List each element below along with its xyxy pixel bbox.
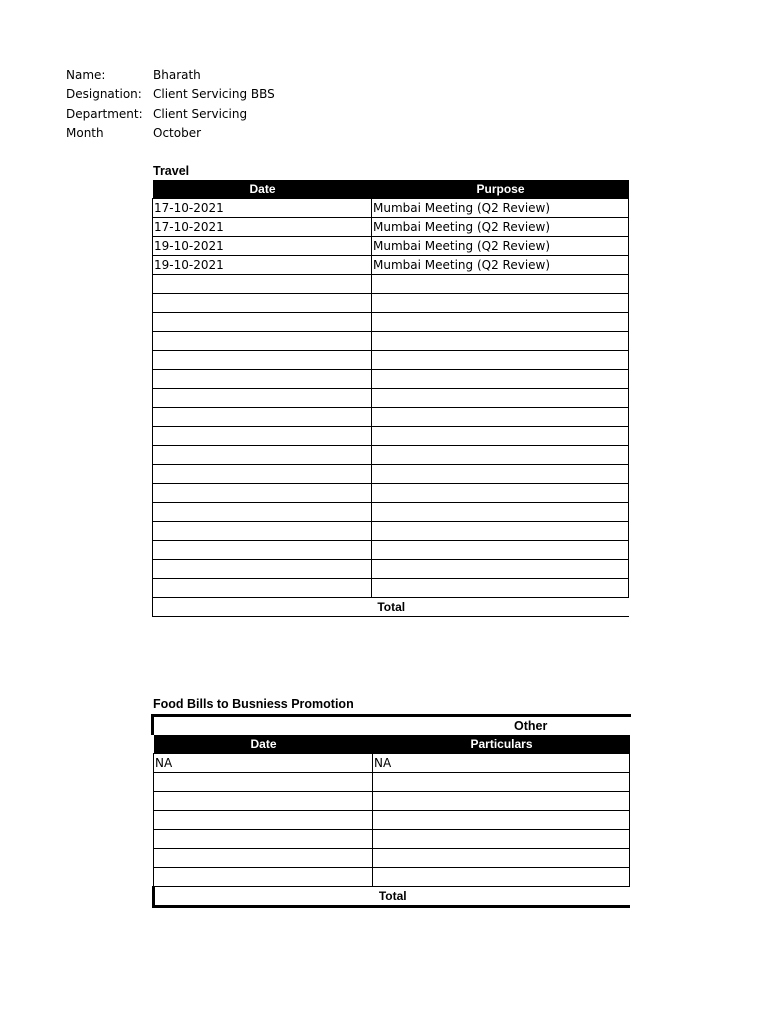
table-row xyxy=(153,275,629,294)
cell-date xyxy=(153,370,372,389)
cell-particulars xyxy=(373,868,630,887)
table-row xyxy=(153,313,629,332)
cell-purpose xyxy=(372,541,629,560)
info-value: October xyxy=(153,125,202,140)
table-row xyxy=(153,503,629,522)
cell-purpose xyxy=(372,275,629,294)
cell-date xyxy=(153,313,372,332)
travel-header-row xyxy=(153,180,629,199)
cell-date xyxy=(153,484,372,503)
cell-date xyxy=(153,541,372,560)
table-row xyxy=(153,294,629,313)
cell-purpose xyxy=(372,408,629,427)
table-row xyxy=(153,218,629,237)
info-value: Bharath xyxy=(153,68,201,82)
table-row xyxy=(153,389,629,408)
cell-particulars xyxy=(373,830,630,849)
cell-date xyxy=(153,332,372,351)
cell-date xyxy=(154,773,373,792)
table-row xyxy=(153,256,629,275)
food-table-container xyxy=(151,714,631,735)
table-row xyxy=(153,446,629,465)
food-table xyxy=(152,735,630,908)
total-label: Total xyxy=(153,598,629,617)
group-header-other: Other xyxy=(514,719,548,733)
column-header-purpose: Purpose xyxy=(372,180,629,199)
cell-date xyxy=(153,275,372,294)
cell-purpose: Mumbai Meeting (Q2 Review) xyxy=(372,237,629,256)
travel-section-title: Travel xyxy=(153,164,190,178)
table-row xyxy=(153,351,629,370)
cell-purpose xyxy=(372,484,629,503)
cell-purpose xyxy=(372,351,629,370)
column-header-date: Date xyxy=(154,735,373,754)
table-row xyxy=(153,465,629,484)
cell-purpose: Mumbai Meeting (Q2 Review) xyxy=(372,218,629,237)
cell-date: 19-10-2021 xyxy=(153,237,372,256)
info-label: Month xyxy=(66,125,104,140)
employee-info xyxy=(66,66,275,143)
table-row xyxy=(153,370,629,389)
cell-date xyxy=(154,849,373,868)
cell-date: NA xyxy=(154,754,373,773)
cell-particulars xyxy=(373,773,630,792)
info-label: Name: xyxy=(66,68,106,82)
cell-purpose xyxy=(372,503,629,522)
table-row xyxy=(154,773,630,792)
cell-date xyxy=(153,522,372,541)
table-row xyxy=(154,792,630,811)
cell-particulars xyxy=(373,792,630,811)
table-row xyxy=(154,868,630,887)
info-value: Client Servicing BBS xyxy=(153,87,275,102)
table-row xyxy=(153,484,629,503)
cell-date xyxy=(153,560,372,579)
cell-purpose xyxy=(372,446,629,465)
table-row xyxy=(154,830,630,849)
total-row xyxy=(153,598,629,617)
info-label: Department: xyxy=(66,106,143,121)
cell-purpose xyxy=(372,465,629,484)
cell-purpose xyxy=(372,313,629,332)
cell-date xyxy=(153,351,372,370)
cell-particulars xyxy=(373,849,630,868)
info-row-department xyxy=(66,105,275,124)
table-row xyxy=(154,811,630,830)
cell-purpose xyxy=(372,560,629,579)
travel-table xyxy=(152,180,629,617)
cell-date xyxy=(153,294,372,313)
table-row xyxy=(154,754,630,773)
table-row xyxy=(153,541,629,560)
table-row xyxy=(153,237,629,256)
cell-date xyxy=(154,830,373,849)
info-row-designation xyxy=(66,85,275,104)
food-group-header xyxy=(154,717,631,735)
column-header-date: Date xyxy=(153,180,372,199)
cell-purpose xyxy=(372,522,629,541)
cell-date xyxy=(154,868,373,887)
table-row xyxy=(153,427,629,446)
table-row xyxy=(153,199,629,218)
cell-date: 17-10-2021 xyxy=(153,218,372,237)
food-header-row xyxy=(154,735,630,754)
cell-date: 17-10-2021 xyxy=(153,199,372,218)
table-row xyxy=(153,522,629,541)
food-section-title: Food Bills to Busniess Promotion xyxy=(153,697,354,711)
cell-purpose xyxy=(372,579,629,598)
total-label: Total xyxy=(154,887,630,907)
cell-date xyxy=(153,579,372,598)
info-row-month xyxy=(66,124,275,143)
cell-date xyxy=(154,792,373,811)
cell-purpose xyxy=(372,370,629,389)
cell-particulars: NA xyxy=(373,754,630,773)
table-row xyxy=(153,332,629,351)
cell-date xyxy=(154,811,373,830)
cell-purpose xyxy=(372,427,629,446)
cell-date xyxy=(153,408,372,427)
cell-date xyxy=(153,465,372,484)
cell-date xyxy=(153,427,372,446)
info-value: Client Servicing xyxy=(153,106,248,121)
table-row xyxy=(153,560,629,579)
cell-purpose xyxy=(372,294,629,313)
info-row-name xyxy=(66,66,275,85)
cell-date: 19-10-2021 xyxy=(153,256,372,275)
total-row xyxy=(154,887,630,907)
table-row xyxy=(153,408,629,427)
info-label: Designation: xyxy=(66,87,142,102)
cell-date xyxy=(153,446,372,465)
cell-date xyxy=(153,503,372,522)
cell-purpose: Mumbai Meeting (Q2 Review) xyxy=(372,256,629,275)
cell-purpose xyxy=(372,389,629,408)
table-row xyxy=(153,579,629,598)
column-header-particulars: Particulars xyxy=(373,735,630,754)
cell-date xyxy=(153,389,372,408)
cell-purpose xyxy=(372,332,629,351)
table-row xyxy=(154,849,630,868)
cell-particulars xyxy=(373,811,630,830)
cell-purpose: Mumbai Meeting (Q2 Review) xyxy=(372,199,629,218)
